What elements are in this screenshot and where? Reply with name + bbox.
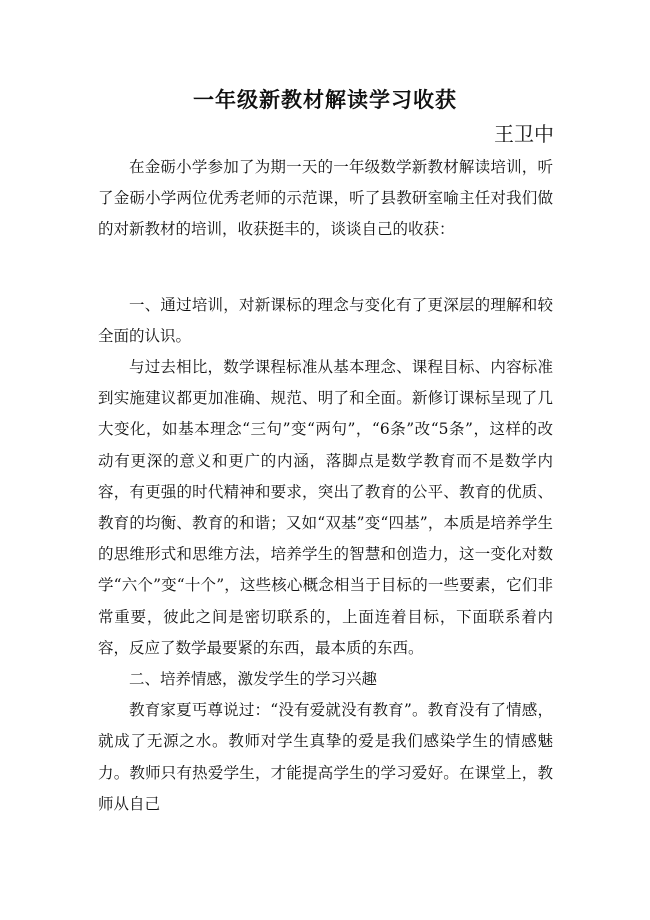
section-2-paragraph: 教育家夏丐尊说过：“没有爱就没有教育”。教育没有了情感，就成了无源之水。教师对学生真挚的爱是我们感染学生的情感魅力。教师只有热爱学生，才能提高学生的学习爱好。在课堂上，教师从自己 — [98, 701, 553, 813]
section-1-paragraph: 与过去相比，数学课程标准从基本理念、课程目标、内容标准到实施建议都更加准确、规范、明了和全面。新修订课标呈现了几大变化，如基本理念“三句”变“两句”，“6条”改“5条”，这样的改动有更深的意义和更广的内涵，落脚点是数学教育而不是数学内容，有更强的时代精神和要求，突出了教育的公平、教育的优质、教育的均衡、教育的和谐；又如“双基”变“四基”，本质是培养学生的思维形式和思维方法，培养学生的智慧和创造力，这一变化对数学“六个”变“十个”，这些核心概念相当于目标的一些要素，它们非常重要，彼此之间是密切联系的，上面连着目标，下面联系着内容，反应了数学最要紧的东西，最本质的东西。 — [98, 358, 553, 657]
paragraph-gap — [98, 246, 553, 290]
document-author: 王卫中 — [494, 122, 554, 146]
section-heading-1: 一、通过培训，对新课标的理念与变化有了更深层的理解和较全面的认识。 — [98, 295, 553, 345]
document-body — [98, 152, 553, 820]
document-title: 一年级新教材解读学习收获 — [193, 88, 457, 112]
intro-paragraph: 在金砺小学参加了为期一天的一年级数学新教材解读培训，听了金砺小学两位优秀老师的示范课，听了县教研室喻主任对我们做的对新教材的培训，收获挺丰的，谈谈自己的收获： — [98, 158, 553, 239]
section-heading-2: 二、培养情感，激发学生的学习兴趣 — [129, 670, 378, 689]
